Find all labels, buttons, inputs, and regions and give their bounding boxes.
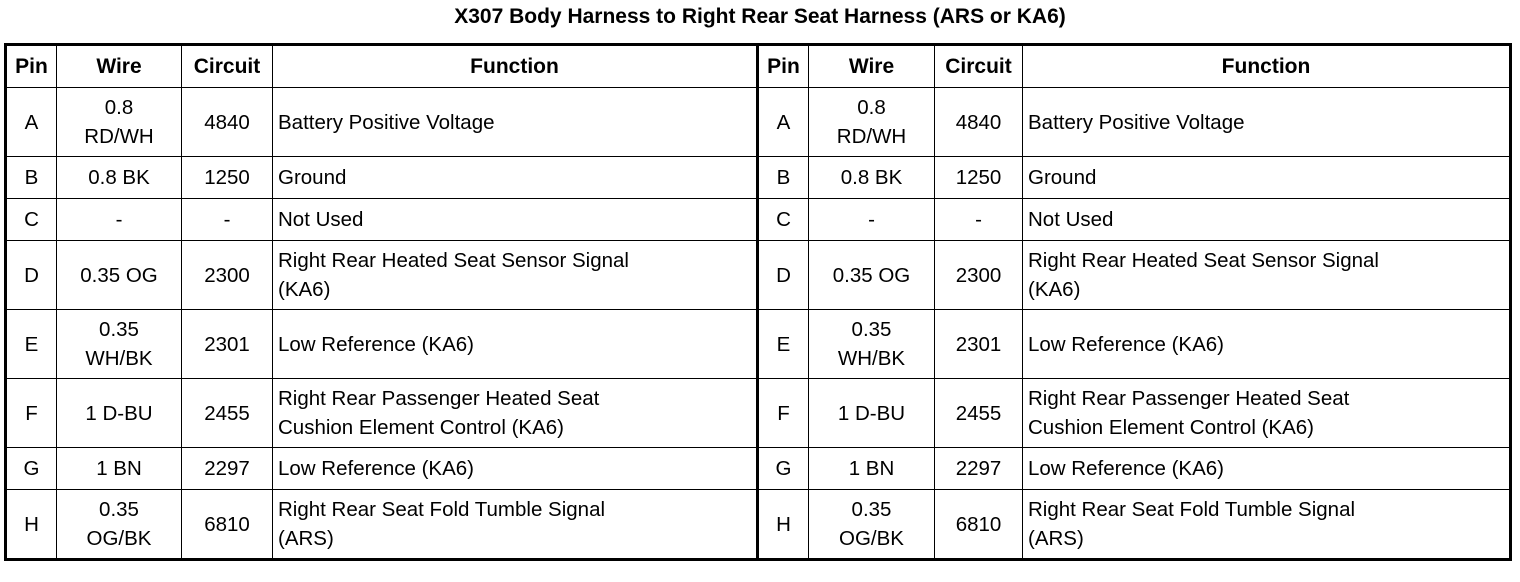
pin-cell: H (6, 490, 57, 560)
wire-cell (57, 448, 182, 490)
function-cell-right (1023, 241, 1511, 310)
function-text: (ARS) (1028, 527, 1084, 550)
table-body (6, 88, 1511, 560)
function-text: Cushion Element Control (KA6) (1028, 416, 1314, 439)
wire-text: - (115, 208, 123, 231)
circuit-cell: 2300 (182, 241, 273, 310)
function-text: (KA6) (1028, 278, 1081, 301)
pin-cell: E (6, 310, 57, 379)
pin-cell-right: C (758, 199, 809, 241)
wire-cell-right (809, 379, 935, 448)
table-row (6, 88, 1511, 157)
header-wire-right: Wire (809, 45, 935, 88)
wire-text: 0.8 BK (840, 166, 903, 189)
table-row (6, 199, 1511, 241)
wire-text: 0.8 (857, 96, 886, 119)
wire-cell-right (809, 88, 935, 157)
function-cell-right (1023, 88, 1511, 157)
circuit-cell: 6810 (182, 490, 273, 560)
pin-cell: A (6, 88, 57, 157)
table-row (6, 448, 1511, 490)
wire-text: 0.35 (851, 318, 892, 341)
pin-cell: D (6, 241, 57, 310)
function-cell (273, 88, 758, 157)
circuit-cell-right: - (935, 199, 1023, 241)
wire-cell (57, 241, 182, 310)
wire-text: 1 BN (848, 457, 895, 480)
wire-cell-right (809, 241, 935, 310)
wire-cell-right (809, 157, 935, 199)
function-cell (273, 157, 758, 199)
wire-text: 0.35 OG (832, 263, 911, 287)
pin-cell-right: E (758, 310, 809, 379)
function-text: Ground (278, 166, 347, 189)
header-function: Function (273, 45, 758, 88)
circuit-cell: 2297 (182, 448, 273, 490)
function-cell (273, 310, 758, 379)
function-text: Right Rear Seat Fold Tumble Signal (1028, 498, 1356, 521)
pin-cell-right: A (758, 88, 809, 157)
header-pin: Pin (6, 45, 57, 88)
header-function-right: Function (1023, 45, 1511, 88)
function-text: (ARS) (278, 527, 334, 550)
wire-text: WH/BK (85, 347, 153, 370)
circuit-cell-right: 1250 (935, 157, 1023, 199)
circuit-cell-right: 2300 (935, 241, 1023, 310)
function-cell-right (1023, 379, 1511, 448)
pin-cell: G (6, 448, 57, 490)
wire-text: 1 D-BU (85, 401, 153, 425)
table-row (6, 157, 1511, 199)
circuit-cell-right: 6810 (935, 490, 1023, 560)
circuit-cell-right: 4840 (935, 88, 1023, 157)
wire-text: 0.8 BK (88, 166, 150, 189)
table-row (6, 310, 1511, 379)
circuit-cell-right: 2297 (935, 448, 1023, 490)
function-cell-right (1023, 157, 1511, 199)
wire-text: 0.35 (851, 498, 892, 521)
function-text: Not Used (278, 208, 364, 231)
function-text: Low Reference (KA6) (278, 457, 474, 480)
wire-text: 1 D-BU (837, 401, 906, 425)
function-text: Battery Positive Voltage (1028, 110, 1245, 134)
wire-text: OG/BK (839, 527, 904, 550)
header-row (6, 45, 1511, 88)
function-cell-right (1023, 199, 1511, 241)
wire-text: OG/BK (86, 527, 152, 550)
pin-cell-right: B (758, 157, 809, 199)
header-circuit-right: Circuit (935, 45, 1023, 88)
function-text: Ground (1028, 166, 1097, 189)
circuit-cell: - (182, 199, 273, 241)
wire-cell-right (809, 199, 935, 241)
function-text: Right Rear Heated Seat Sensor Signal (278, 249, 629, 272)
function-cell-right (1023, 448, 1511, 490)
wire-cell (57, 310, 182, 379)
header-wire: Wire (57, 45, 182, 88)
wire-text: 0.35 OG (80, 263, 158, 287)
function-cell (273, 379, 758, 448)
function-cell (273, 490, 758, 560)
wire-text: - (868, 208, 875, 231)
pin-cell-right: D (758, 241, 809, 310)
function-text: Cushion Element Control (KA6) (278, 416, 564, 439)
function-text: Low Reference (KA6) (1028, 332, 1224, 356)
function-text: Right Rear Passenger Heated Seat (1028, 387, 1350, 410)
wire-cell (57, 199, 182, 241)
wire-cell (57, 490, 182, 560)
function-text: Low Reference (KA6) (1028, 457, 1224, 480)
page-title: X307 Body Harness to Right Rear Seat Harness (ARS or KA6) (454, 5, 1066, 28)
wire-cell-right (809, 310, 935, 379)
pin-cell: F (6, 379, 57, 448)
pin-cell-right: H (758, 490, 809, 560)
header-pin-right: Pin (758, 45, 809, 88)
function-text: Right Rear Seat Fold Tumble Signal (278, 498, 606, 521)
circuit-cell: 2301 (182, 310, 273, 379)
wire-text: 0.35 (99, 318, 139, 341)
wire-text: RD/WH (84, 125, 154, 148)
pin-cell: B (6, 157, 57, 199)
connector-pinout-table (4, 43, 1512, 561)
wire-cell (57, 88, 182, 157)
wire-text: 0.35 (99, 498, 139, 521)
function-text: (KA6) (278, 278, 331, 301)
wire-text: RD/WH (836, 125, 907, 148)
table-row (6, 490, 1511, 560)
wire-text: WH/BK (837, 347, 906, 370)
function-cell (273, 199, 758, 241)
function-text: Battery Positive Voltage (278, 110, 495, 134)
wire-cell (57, 379, 182, 448)
pin-cell-right: F (758, 379, 809, 448)
pin-cell-right: G (758, 448, 809, 490)
function-cell-right (1023, 490, 1511, 560)
function-cell (273, 241, 758, 310)
circuit-cell-right: 2301 (935, 310, 1023, 379)
wire-cell-right (809, 490, 935, 560)
circuit-cell: 1250 (182, 157, 273, 199)
wire-cell-right (809, 448, 935, 490)
function-text: Low Reference (KA6) (278, 332, 474, 356)
wire-cell (57, 157, 182, 199)
circuit-cell: 2455 (182, 379, 273, 448)
function-text: Right Rear Passenger Heated Seat (278, 387, 600, 410)
table-row (6, 241, 1511, 310)
table-row (6, 379, 1511, 448)
function-cell-right (1023, 310, 1511, 379)
function-text: Not Used (1028, 208, 1114, 231)
header-circuit: Circuit (182, 45, 273, 88)
function-cell (273, 448, 758, 490)
pin-cell: C (6, 199, 57, 241)
circuit-cell: 4840 (182, 88, 273, 157)
circuit-cell-right: 2455 (935, 379, 1023, 448)
wire-text: 1 BN (96, 457, 142, 480)
function-text: Right Rear Heated Seat Sensor Signal (1028, 249, 1379, 272)
wire-text: 0.8 (104, 96, 134, 119)
